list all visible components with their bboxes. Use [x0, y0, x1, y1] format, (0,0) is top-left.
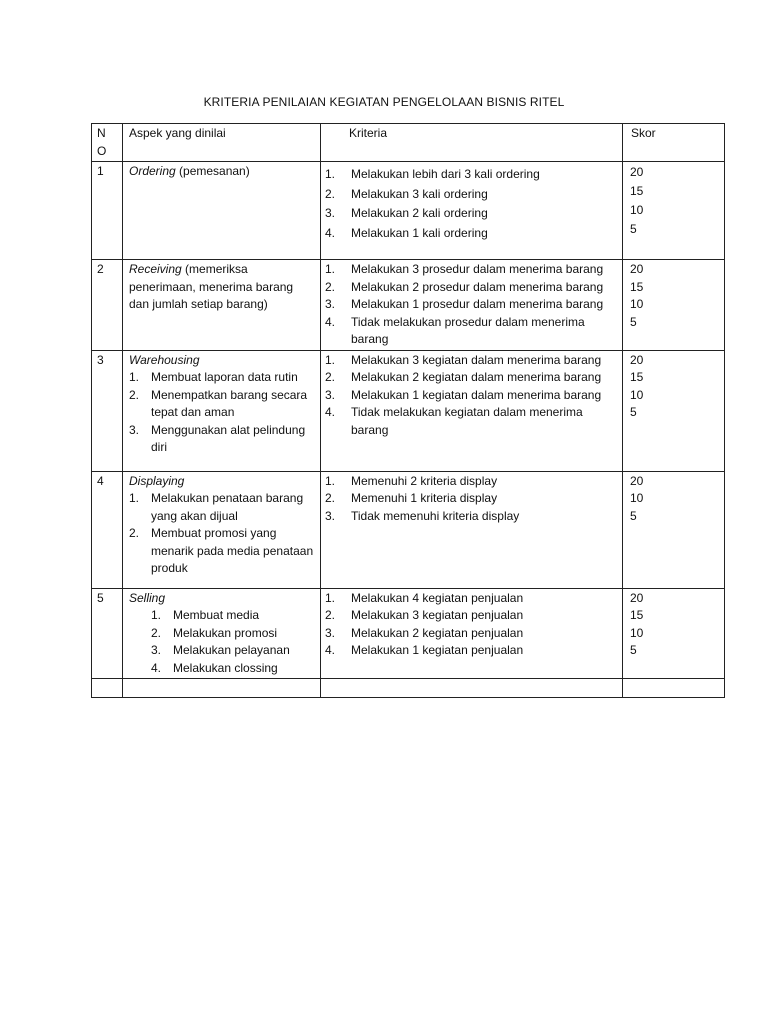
list-number: 2. [129, 526, 140, 540]
aspek-item [151, 660, 316, 678]
row-number: 2 [92, 260, 123, 351]
list-number: 1. [325, 352, 336, 367]
list-number: 3. [325, 625, 336, 640]
aspek-item [129, 387, 316, 422]
kriteria-item [325, 185, 618, 205]
kriteria-cell [321, 471, 623, 588]
skor-cell [623, 260, 725, 351]
kriteria-list [325, 261, 618, 349]
skor-value: 10 [630, 491, 644, 505]
aspek-item [129, 422, 316, 457]
kriteria-text: Melakukan 2 kegiatan dalam menerima barang [351, 370, 602, 384]
kriteria-item [325, 224, 618, 244]
row-number: 3 [92, 350, 123, 471]
list-number: 4. [325, 225, 336, 240]
aspek-cell [123, 260, 321, 351]
aspek-item [151, 607, 316, 625]
list-number: 4. [151, 660, 162, 675]
kriteria-cell [321, 260, 623, 351]
list-number: 4. [325, 314, 336, 329]
kriteria-item [325, 473, 618, 491]
kriteria-item [325, 590, 618, 608]
table-row [92, 471, 725, 588]
kriteria-item [325, 279, 618, 297]
table-row [92, 162, 725, 260]
kriteria-item [325, 204, 618, 224]
list-number: 3. [325, 206, 336, 220]
aspek-item-text: Membuat media [173, 608, 260, 622]
aspek-cell [123, 350, 321, 471]
aspek-item-text: Membuat promosi yang menarik pada media penataan produk [151, 526, 314, 575]
aspek-item-text: Melakukan penataan barang yang akan dijual [151, 491, 304, 523]
kriteria-item [325, 404, 618, 439]
header-skor: Skor [623, 124, 725, 162]
list-number: 2. [325, 279, 336, 294]
list-number: 1. [151, 608, 162, 622]
aspek-title: Ordering [129, 164, 176, 178]
aspek-item-text: Menggunakan alat pelindung diri [151, 422, 306, 454]
table-row [92, 350, 725, 471]
list-number: 3. [129, 422, 140, 437]
row-number: 5 [92, 588, 123, 679]
kriteria-text: Melakukan 1 kegiatan penjualan [351, 643, 524, 657]
aspek-title: Receiving [129, 262, 182, 276]
table-row [92, 260, 725, 351]
kriteria-item [325, 387, 618, 405]
kriteria-text: Melakukan 1 prosedur dalam menerima barang [351, 297, 604, 311]
list-number: 4. [325, 643, 336, 657]
aspek-item-text: Melakukan promosi [173, 625, 278, 640]
kriteria-cell [321, 350, 623, 471]
kriteria-text: Tidak melakukan kegiatan dalam menerima barang [351, 405, 583, 437]
aspek-item [129, 369, 316, 387]
kriteria-item [325, 369, 618, 387]
skor-value: 15 [630, 279, 644, 294]
kriteria-text: Melakukan 2 kegiatan penjualan [351, 625, 524, 640]
aspek-cell [123, 162, 321, 260]
aspek-item-text: Melakukan clossing [173, 660, 278, 675]
header-no: N O [92, 124, 123, 162]
aspek-item-text: Menempatkan barang secara tepat dan aman [151, 387, 308, 419]
header-kriteria: Kriteria [321, 124, 623, 162]
kriteria-item [325, 490, 618, 508]
kriteria-text: Memenuhi 2 kriteria display [351, 473, 498, 488]
list-number: 1. [325, 167, 336, 181]
list-number: 2. [129, 387, 140, 402]
list-number: 2. [151, 625, 162, 640]
list-number: 2. [325, 370, 336, 384]
skor-value: 20 [630, 590, 644, 605]
skor-cell [623, 350, 725, 471]
kriteria-text: Melakukan 4 kegiatan penjualan [351, 590, 524, 605]
kriteria-item [325, 165, 618, 185]
skor-cell [623, 471, 725, 588]
empty-cell [623, 679, 725, 698]
skor-value: 15 [630, 608, 644, 622]
kriteria-item [325, 296, 618, 314]
kriteria-text: Melakukan 3 kegiatan dalam menerima barang [351, 352, 602, 367]
aspek-item [129, 490, 316, 525]
aspek-description: (memeriksa penerimaan, menerima barang dan jumlah setiap barang) [129, 262, 294, 311]
list-number: 1. [325, 473, 336, 488]
kriteria-text: Memenuhi 1 kriteria display [351, 491, 498, 505]
empty-cell [123, 679, 321, 698]
table-row [92, 588, 725, 679]
skor-value: 20 [630, 473, 644, 488]
kriteria-cell [321, 588, 623, 679]
kriteria-list [325, 590, 618, 660]
kriteria-text: Tidak melakukan prosedur dalam menerima barang [351, 314, 585, 346]
skor-value: 10 [630, 203, 644, 217]
kriteria-item [325, 352, 618, 370]
skor-value: 20 [630, 165, 644, 179]
skor-value: 5 [630, 405, 637, 419]
list-number: 3. [325, 508, 336, 523]
aspek-description: (pemesanan) [175, 164, 250, 178]
list-number: 3. [325, 297, 336, 311]
aspek-item [151, 625, 316, 643]
skor-value: 20 [630, 352, 644, 367]
kriteria-item [325, 261, 618, 279]
skor-cell [623, 162, 725, 260]
kriteria-text: Melakukan 3 kegiatan penjualan [351, 608, 524, 622]
aspek-title: Warehousing [129, 352, 200, 367]
skor-value: 10 [630, 297, 644, 311]
aspek-list [129, 490, 316, 578]
skor-value: 10 [630, 387, 644, 402]
kriteria-text: Melakukan 3 prosedur dalam menerima barang [351, 262, 604, 276]
skor-value: 15 [630, 184, 644, 198]
kriteria-item [325, 314, 618, 349]
list-number: 1. [325, 590, 336, 605]
row-number: 1 [92, 162, 123, 260]
aspek-list [129, 607, 316, 677]
empty-row [92, 679, 725, 698]
kriteria-item [325, 625, 618, 643]
kriteria-text: Melakukan 1 kegiatan dalam menerima barang [351, 387, 602, 402]
aspek-item [151, 642, 316, 660]
list-number: 4. [325, 405, 336, 419]
kriteria-text: Melakukan 2 kali ordering [351, 206, 488, 220]
kriteria-list [325, 165, 618, 243]
page-title: KRITERIA PENILAIAN KEGIATAN PENGELOLAAN BISNIS RITEL [203, 95, 565, 109]
aspek-title: Displaying [129, 473, 185, 488]
kriteria-item [325, 642, 618, 660]
skor-value: 15 [630, 370, 644, 384]
aspek-item-text: Membuat laporan data rutin [151, 370, 298, 384]
kriteria-text: Tidak memenuhi kriteria display [351, 508, 520, 523]
kriteria-text: Melakukan 2 prosedur dalam menerima barang [351, 279, 604, 294]
header-row [92, 124, 725, 162]
skor-value: 20 [630, 262, 644, 276]
aspek-item-text: Melakukan pelayanan [173, 643, 290, 657]
empty-cell [92, 679, 123, 698]
aspek-cell [123, 471, 321, 588]
kriteria-item [325, 508, 618, 526]
kriteria-text: Melakukan 3 kali ordering [351, 186, 488, 201]
skor-value: 5 [630, 508, 637, 523]
aspek-item [129, 525, 316, 578]
list-number: 2. [325, 608, 336, 622]
list-number: 2. [325, 491, 336, 505]
skor-cell [623, 588, 725, 679]
list-number: 3. [325, 387, 336, 402]
aspek-title: Selling [129, 590, 166, 605]
rubric-table [91, 123, 725, 698]
kriteria-text: Melakukan lebih dari 3 kali ordering [351, 167, 540, 181]
kriteria-list [325, 352, 618, 440]
list-number: 1. [325, 262, 336, 276]
list-number: 1. [129, 370, 140, 384]
skor-value: 5 [630, 643, 637, 657]
list-number: 1. [129, 491, 140, 505]
skor-value: 10 [630, 625, 644, 640]
skor-value: 5 [630, 222, 637, 236]
kriteria-item [325, 607, 618, 625]
kriteria-cell [321, 162, 623, 260]
skor-value: 5 [630, 314, 637, 329]
aspek-list [129, 369, 316, 457]
aspek-cell [123, 588, 321, 679]
row-number: 4 [92, 471, 123, 588]
kriteria-list [325, 473, 618, 526]
list-number: 2. [325, 186, 336, 201]
header-aspek: Aspek yang dinilai [123, 124, 321, 162]
list-number: 3. [151, 643, 162, 657]
empty-cell [321, 679, 623, 698]
kriteria-text: Melakukan 1 kali ordering [351, 225, 488, 240]
